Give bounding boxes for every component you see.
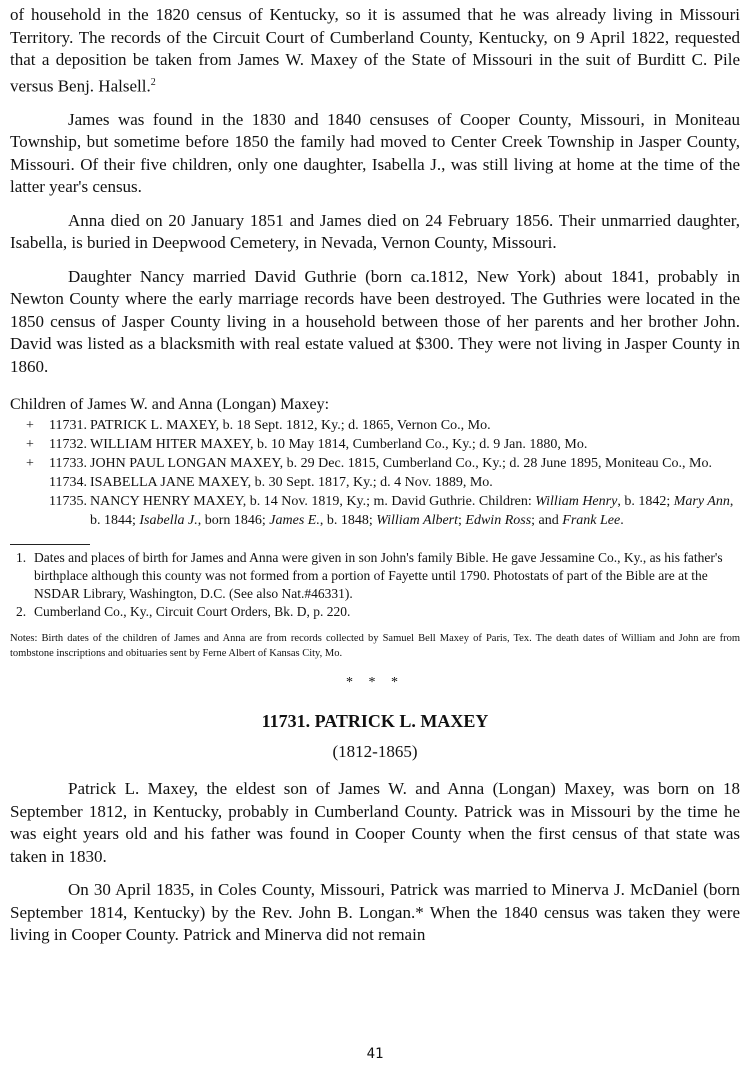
footnote [10,603,740,621]
grandchild-detail: , born 1846; [197,513,270,529]
grandchild-name: William Henry [535,494,618,510]
child-number: 11734. [49,475,87,491]
child-entry [10,473,740,492]
child-number: 11735. [49,494,87,510]
child-number: 11732. [49,437,87,453]
grandchild-name: Frank Lee [562,513,621,529]
section-title: 11731. PATRICK L. MAXEY [261,711,489,732]
grandchild-detail: , b. 1842; [617,494,674,510]
section-separator: * * * [346,675,404,691]
child-entry [10,454,740,473]
child-entry [10,416,740,435]
children-heading: Children of James W. and Anna (Longan) Maxey: [10,396,330,414]
grandchild-name: Edwin Ross [465,513,532,529]
footnote-number: 1. [16,550,27,566]
grandchild-detail: ; and [531,513,563,529]
footnotes [10,549,740,621]
child-text: WILLIAM HITER MAXEY, b. 10 May 1814, Cumberland Co., Ky.; d. 9 Jan. 1880, Mo. [90,437,588,453]
child-number: 11731. [49,418,87,434]
child-text: NANCY HENRY MAXEY, b. 14 Nov. 1819, Ky.; m. David Guthrie. Children: [90,494,532,510]
grandchild-detail: ; [458,513,466,529]
footnote-ref[interactable]: 2 [150,76,156,88]
footnote-text: Cumberland Co., Ky., Circuit Court Orders, Bk. D, p. 220. [34,604,351,620]
page-number: 41 [366,1046,384,1062]
paragraph-text: of household in the 1820 census of Kentucky, so it is assumed that he was already living in Missouri Territory. The records of the Circuit Court of Cumberland County, Kentucky, on 9 April 1822, requested that a deposition be taken from James W. Maxey of the State of Missouri in the suit of Burditt C. Pile versus Benj. Halsell. [10,5,740,96]
footnote-divider [10,544,90,545]
notes: Notes: Birth dates of the children of James and Anna are from records collected by Samuel Bell Maxey of Paris, Tex. The death dates of William and John are from tombstone inscriptions and obituaries sent by Ferne Albert of Kansas City, Mo. [10,633,740,660]
children-list [10,416,740,530]
grandchild-detail: , b. 1848; [319,513,377,529]
grandchild-name: William Albert [376,513,459,529]
paragraph: Patrick L. Maxey, the eldest son of James W. and Anna (Longan) Maxey, was born on 18 September 1812, in Kentucky, probably in Cumberland County. Patrick was in Missouri by the time he was eight years old and his father was found in Cooper County when the first census of that state was taken in 1830. [10,779,740,866]
grandchild-detail: , b. 1844; [90,494,734,529]
has-sketch-marker: + [26,418,34,434]
paragraph: Anna died on 20 January 1851 and James died on 24 February 1856. Their unmarried daughter, Isabella, is buried in Deepwood Cemetery, in Nevada, Vernon County, Missouri. [10,210,740,253]
paragraph: Daughter Nancy married David Guthrie (born ca.1812, New York) about 1841, probably in Newton County where the early marriage records have been destroyed. The Guthries were located in the 1850 census of Jasper County living in a household between those of her parents and her brother John. David was listed as a blacksmith with real estate valued at $300. They were not living in Jasper County in 1860. [10,266,740,376]
child-entry [10,492,740,530]
has-sketch-marker: + [26,456,34,472]
section-dates: (1812-1865) [332,742,418,762]
has-sketch-marker: + [26,437,34,453]
grandchild-name: James E. [269,513,320,529]
child-number: 11733. [49,456,87,472]
paragraph: James was found in the 1830 and 1840 censuses of Cooper County, Missouri, in Moniteau Township, but sometime before 1850 the family had moved to Center Creek Township in Jasper County, Missouri. Of their five children, only one daughter, Isabella J., was still living at home at the time of the latter year's census. [10,109,740,197]
child-text: JOHN PAUL LONGAN MAXEY, b. 29 Dec. 1815, Cumberland Co., Ky.; d. 28 June 1895, Moniteau Co., Mo. [90,456,712,472]
footnote-number: 2. [16,604,27,620]
grandchild-name: Isabella J. [139,513,198,529]
child-entry [10,435,740,454]
child-text: PATRICK L. MAXEY, b. 18 Sept. 1812, Ky.; d. 1865, Vernon Co., Mo. [90,418,491,434]
child-text: ISABELLA JANE MAXEY, b. 30 Sept. 1817, Ky.; d. 4 Nov. 1889, Mo. [90,475,493,491]
footnote-text: Dates and places of birth for James and Anna were given in son John's family Bible. He gave Jessamine Co., Ky., as his father's birthplace although this county was not formed from a portion of Fayette until 1790. Photostats of part of the Bible are at the NSDAR Library, Washington, D.C. (See also Nat.#46331). [34,550,723,602]
paragraph: On 30 April 1835, in Coles County, Missouri, Patrick was married to Minerva J. McDaniel (born September 1814, Kentucky) by the Rev. John B. Longan.* When the 1840 census was taken they were living in Cooper County. Patrick and Minerva did not remain [10,880,740,945]
grandchild-detail: . [620,513,624,529]
footnote [10,549,740,603]
paragraph [10,4,740,98]
grandchild-name: Mary Ann [673,494,730,510]
